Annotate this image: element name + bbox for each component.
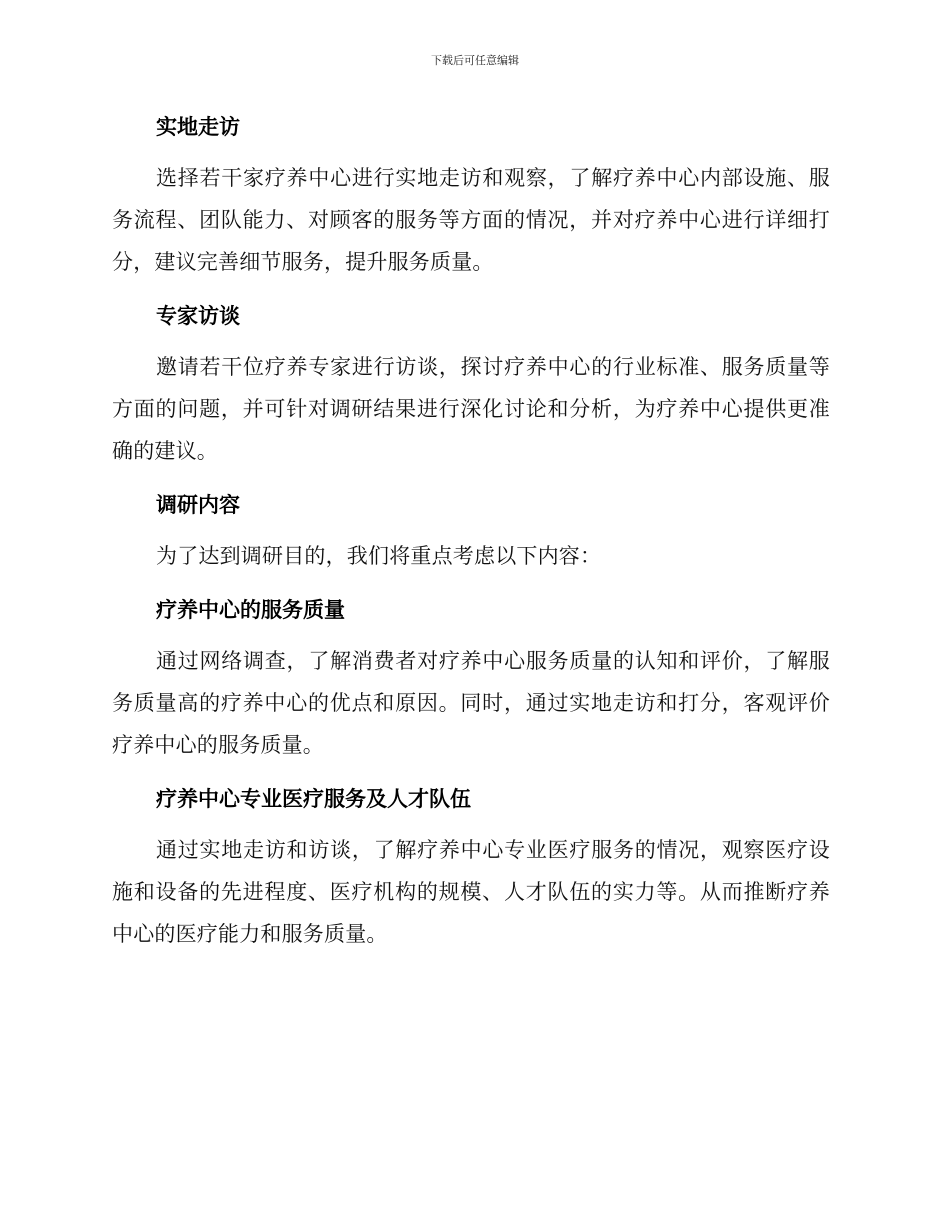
document-body	[112, 110, 830, 955]
section-paragraph-research-content: 为了达到调研目的，我们将重点考虑以下内容：	[156, 544, 602, 568]
section-paragraph-site-visit: 选择若干家疗养中心进行实地走访和观察，了解疗养中心内部设施、服务流程、团队能力、对顾客的服务等方面的情况，并对疗养中心进行详细打分，建议完善细节服务，提升服务质量。	[112, 166, 830, 274]
section-paragraph-medical-services: 通过实地走访和访谈，了解疗养中心专业医疗服务的情况，观察医疗设施和设备的先进程度、医疗机构的规模、人才队伍的实力等。从而推断疗养中心的医疗能力和服务质量。	[112, 838, 830, 946]
section-heading-site-visit: 实地走访	[156, 115, 240, 139]
section-heading-expert-interview: 专家访谈	[156, 304, 240, 328]
page-header-note: 下载后可任意编辑	[431, 54, 519, 67]
section-heading-medical-services: 疗养中心专业医疗服务及人才队伍	[156, 787, 471, 811]
section-paragraph-service-quality: 通过网络调查，了解消费者对疗养中心服务质量的认知和评价，了解服务质量高的疗养中心的优点和原因。同时，通过实地走访和打分，客观评价疗养中心的服务质量。	[112, 649, 830, 757]
section-paragraph-expert-interview: 邀请若干位疗养专家进行访谈，探讨疗养中心的行业标准、服务质量等方面的问题，并可针对调研结果进行深化讨论和分析，为疗养中心提供更准确的建议。	[112, 355, 830, 463]
section-heading-research-content: 调研内容	[156, 493, 240, 517]
section-heading-service-quality: 疗养中心的服务质量	[156, 598, 345, 622]
